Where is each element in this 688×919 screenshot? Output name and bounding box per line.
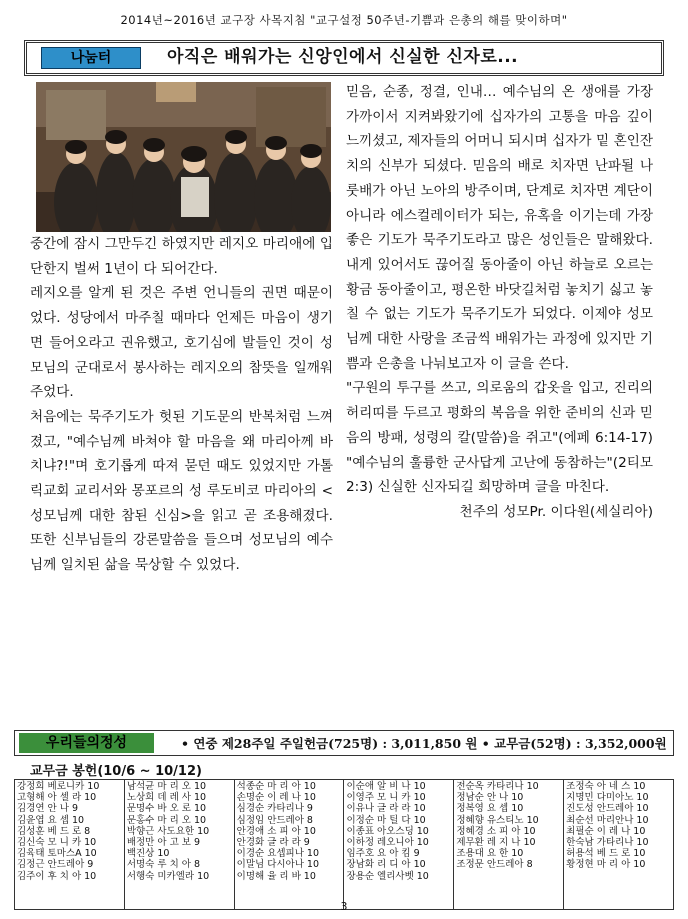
donor-column (454, 780, 564, 910)
donor-column (234, 780, 344, 910)
donor-entry: 손명순 이 레 나 10 (236, 792, 316, 804)
donor-entry: 이정순 마 틸 다 10 (346, 814, 426, 826)
donor-entry: 김육태 토마스A 10 (17, 848, 97, 860)
offering-summary-bar (14, 730, 674, 756)
donor-entry: 김주이 후 치 아 10 (17, 870, 97, 882)
author-signature: 천주의 성모Pr. 이다원(세실리아) (459, 503, 653, 520)
group-photo-illustration (36, 82, 331, 232)
donor-entry: 최순선 마리안나 10 (566, 814, 649, 826)
offering-summary-text: • 연중 제28주일 주일헌금(725명) : 3,011,850 원 • 교무금(52명) : 3,352,000원 (181, 736, 667, 751)
donor-entry: 이순애 알 비 나 10 (346, 781, 426, 792)
donor-column (15, 780, 125, 910)
donor-entry: 정복영 요 셉 10 (456, 803, 524, 815)
donor-entry: 최필순 이 레 나 10 (566, 825, 646, 837)
article-banner (24, 40, 664, 76)
donor-entry: 심경순 카타리나 9 (236, 803, 313, 815)
donor-entry: 고형해 아 셀 라 10 (17, 792, 97, 804)
donor-entry: 석종순 마 리 아 10 (236, 781, 316, 792)
donor-entry: 조정문 안드레아 8 (456, 859, 533, 871)
donor-entry: 이유나 글 라 라 10 (346, 803, 426, 815)
article-paragraph: 처음에는 묵주기도가 헛된 기도문의 반복처럼 느껴졌고, "예수님께 바쳐야 할 마음을 왜 마리아께 바치냐?!"며 호기롭게 따져 묻던 때도 있었지만 가톨릭교회 교리서와 몽포르의 성 루도비코 마리아의 <성모님께 대한 참된 신심>을 읽고 곧 조용해졌다. 또한 신부님들의 강론말씀을 들으며 성모님의 예수님께 일치된 삶을 묵상할 수 있었다. (30, 408, 333, 574)
donor-entry: 이경순 요셉피나 10 (236, 848, 320, 860)
donor-entry: 전순옥 카타리나 10 (456, 781, 539, 792)
donor-entry: 안경화 글 라 라 9 (236, 837, 310, 849)
donor-entry: 지명민 다미아노 10 (566, 792, 649, 804)
article-paragraph: "구원의 투구를 쓰고, 의로움의 갑옷을 입고, 진리의 허리띠를 두르고 평화의 복음을 위한 준비의 신과 믿음의 방패, 성령의 칼(말씀)을 쥐고"(에페 6:14-17) "예수님의 훌륭한 군사답게 고난에 동참하는"(2티모2:3) 신실한 신자되길 희망하며 글을 마친다. (346, 380, 653, 496)
donor-entry: 서행숙 미카엘라 10 (126, 870, 210, 882)
donor-entry: 김신숙 모 니 카 10 (17, 837, 97, 849)
donor-entry: 정혜경 소 피 아 10 (456, 825, 536, 837)
donor-entry: 허용석 베 드 로 10 (566, 848, 646, 860)
donor-entry: 안경애 소 피 아 10 (236, 825, 316, 837)
offering-tag: 우리들의정성 (19, 733, 154, 753)
page-number: 3 (340, 900, 348, 913)
donor-entry: 김윤엽 요 셉 10 (17, 814, 85, 826)
donor-entry: 장남화 리 디 아 10 (346, 859, 426, 871)
article-left-column (30, 232, 333, 578)
donor-entry: 남석균 마 리 오 10 (126, 781, 207, 792)
donor-entry: 진도성 안드레아 10 (566, 803, 649, 815)
donor-entry: 이하정 레오니아 10 (346, 837, 429, 849)
donor-entry: 조용대 요 한 10 (456, 848, 524, 860)
article-paragraph: 중간에 잠시 그만두긴 하였지만 레지오 마리애에 입단한지 벌써 1년이 다 되어간다. (30, 236, 333, 277)
donor-entry: 박향근 사도요한 10 (126, 825, 210, 837)
donor-entry: 이명해 율 리 바 10 (236, 870, 316, 882)
donor-table-row (15, 780, 674, 910)
donor-entry: 김성훈 베 드 로 8 (17, 825, 91, 837)
donor-entry: 임주호 요 아 킴 9 (346, 848, 420, 860)
donor-entry: 배정만 아 고 보 9 (126, 837, 201, 849)
donor-column (564, 780, 674, 910)
donor-entry: 김정근 안드레아 9 (17, 859, 94, 871)
donor-entry: 황정현 마 리 아 10 (566, 859, 646, 871)
article-paragraph: 레지오를 알게 된 것은 주변 언니들의 권면 때문이었다. 성당에서 마주칠 때마다 언제든 마음이 생기면 들어오라고 권유했고, 호기심에 발들인 것이 성모님의 군대로서 봉사하는 레지오의 참뜻을 일깨워 주었다. (30, 285, 333, 401)
donor-entry: 정남순 안 나 10 (456, 792, 524, 804)
donor-entry: 강정희 베로니카 10 (17, 781, 100, 792)
donor-entry: 문홍수 마 리 오 10 (126, 814, 207, 826)
donor-list-title: 교무금 봉헌(10/6 ~ 10/12) (30, 764, 202, 779)
donor-column (124, 780, 234, 910)
donor-entry: 서명숙 루 치 아 8 (126, 859, 201, 871)
article-title: 아직은 배워가는 신앙인에서 신실한 신자로... (167, 47, 519, 67)
donor-entry: 한숙남 가타리나 10 (566, 837, 649, 849)
donor-table (14, 779, 674, 910)
donor-entry: 문명수 바 오 로 10 (126, 803, 207, 815)
page-header: 2014년~2016년 교구장 사목지침 "교구설정 50주년-기쁨과 은총의 해를 맞이하며" (120, 13, 568, 27)
donor-column (344, 780, 454, 910)
donor-entry: 조정숙 아 네 스 10 (566, 781, 646, 792)
donor-entry: 제무환 레 지 나 10 (456, 837, 536, 849)
donor-entry: 김경연 안 나 9 (17, 803, 78, 815)
group-photo (36, 82, 331, 232)
donor-entry: 이말님 다시아나 10 (236, 859, 320, 871)
donor-entry: 정혜향 유스티노 10 (456, 814, 539, 826)
donor-entry: 노상희 데 레 사 10 (126, 792, 207, 804)
article-right-column (346, 80, 653, 525)
section-tag: 나눔터 (41, 47, 141, 69)
donor-entry: 심정임 안드레아 8 (236, 814, 313, 826)
donor-entry: 백진상 10 (126, 848, 170, 860)
donor-entry: 이영주 모 니 카 10 (346, 792, 426, 804)
donor-entry: 이종표 아오스딩 10 (346, 825, 429, 837)
donor-entry: 장용순 엘리사벳 10 (346, 870, 429, 882)
article-paragraph: 믿음, 순종, 정결, 인내… 예수님의 온 생애를 가장 가까이서 지켜봐왔기에 십자가의 고통을 마음 깊이 느끼셨고, 제자들의 어머니 되시며 십자가 밑 혼인잔치의 신부가 되셨다. 믿음의 배로 치자면 난파될 나룻배가 아닌 노아의 방주이며, 단계로 치자면 계단이 아니라 에스컬레이터가 되는, 유혹을 이기는데 가장 좋은 기도가 묵주기도라고 많은 성인들은 말해왔다. 내게 있어서도 끊어질 동아줄이 아닌 하늘로 오르는 황금 동아줄이고, 평온한 바닷길처럼 놓치기 싫고 놓칠 수 없는 기도가 묵주기도가 되었다. 이제야 성모님께 대한 사랑을 조금씩 배워가는 과정에 있지만 기쁨과 은총을 나눠보고자 이 글을 쓴다. (346, 84, 653, 372)
